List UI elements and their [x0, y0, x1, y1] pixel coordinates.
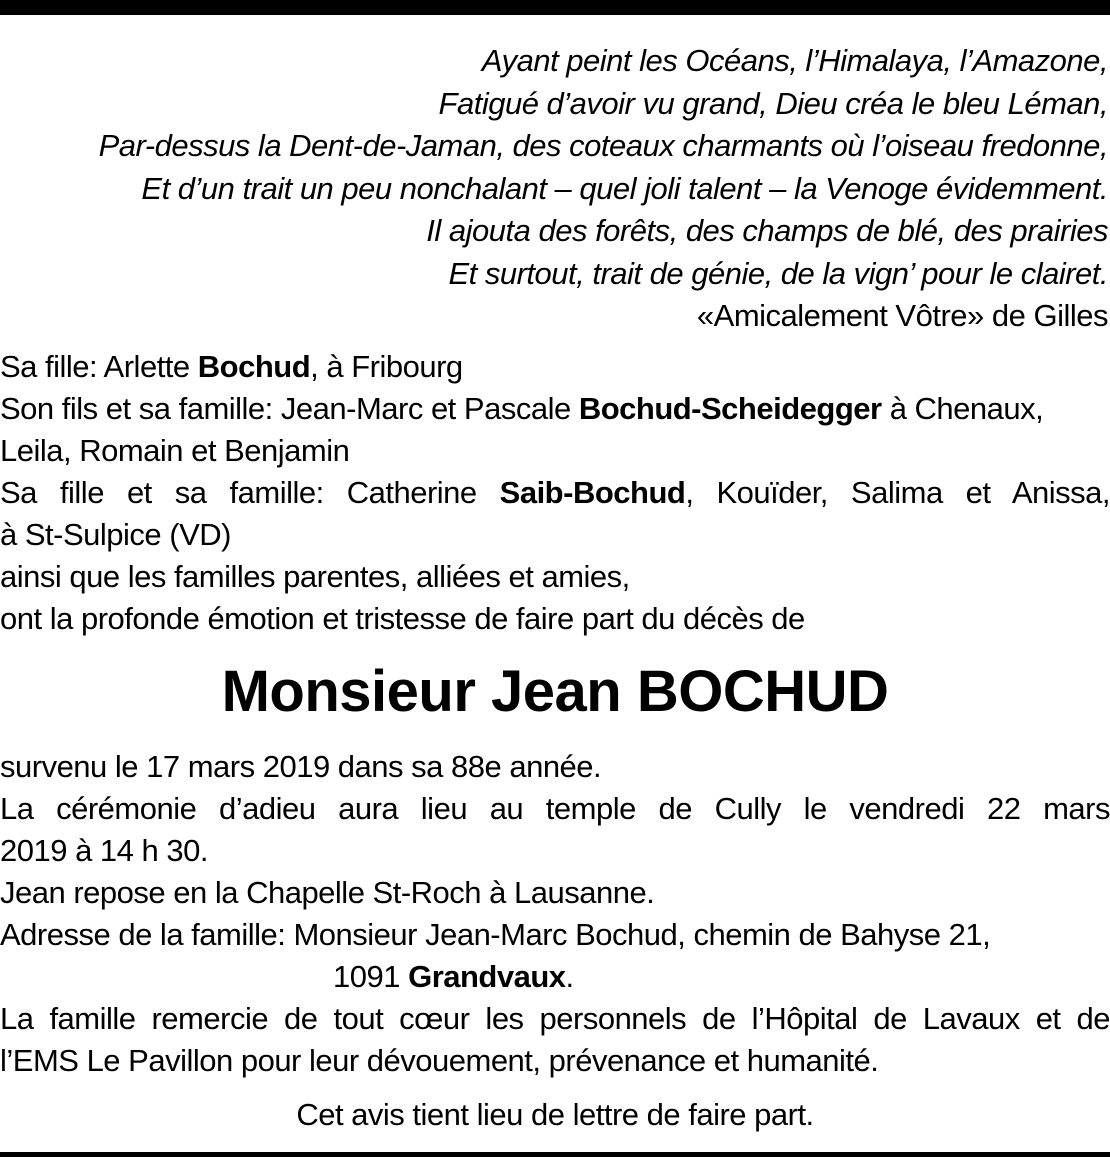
details-line: l’EMS Le Pavillon pour leur dévouement, prévenance et humanité.	[0, 1043, 879, 1078]
family-text: , à Fribourg	[310, 349, 463, 384]
family-text: Sa fille: Arlette	[0, 349, 198, 384]
poem-line: Et surtout, trait de génie, de la vign’ pour le clairet.	[448, 255, 1108, 291]
family-line: ont la profonde émotion et tristesse de faire part du décès de	[0, 601, 805, 636]
details-line: La famille remercie de tout cœur les personnels de l’Hôpital de Lavaux et de	[0, 1001, 1110, 1036]
poem-line: Fatigué d’avoir vu grand, Dieu créa le bleu Léman,	[438, 85, 1108, 121]
details-line	[0, 956, 1110, 998]
poem-line: Ayant peint les Océans, l’Himalaya, l’Amazone,	[481, 43, 1108, 78]
funeral-details	[0, 746, 1110, 1082]
details-line: La cérémonie d’adieu aura lieu au temple de Cully le vendredi 22 mars	[0, 791, 1110, 826]
details-text: 1091	[333, 959, 409, 994]
poem-signature: «Amicalement Vôtre» de Gilles	[696, 298, 1108, 333]
family-surname: Bochud	[197, 349, 311, 384]
family-line	[0, 388, 1110, 430]
poem	[2, 40, 1108, 338]
poem-line: Par-dessus la Dent-de-Jaman, des coteaux charmants où l’oiseau fredonne,	[98, 128, 1108, 163]
family-line: ainsi que les familles parentes, alliées et amies,	[0, 559, 630, 594]
details-line: 2019 à 14 h 30.	[0, 833, 208, 868]
family-line	[0, 472, 1110, 514]
family-line: Leila, Romain et Benjamin	[0, 433, 350, 468]
family-surname: Bochud-Scheidegger	[578, 391, 882, 426]
family-text: , Kouïder, Salima et Anissa,	[685, 475, 1110, 510]
footer-note: Cet avis tient lieu de lettre de faire part.	[296, 1097, 814, 1132]
details-line: survenu le 17 mars 2019 dans sa 88e année.	[0, 749, 602, 784]
family-text: Son fils et sa famille: Jean-Marc et Pascale	[0, 391, 579, 426]
family-announcement	[0, 346, 1110, 640]
details-text: .	[565, 959, 574, 994]
poem-line: Et d’un trait un peu nonchalant – quel joli talent – la Venoge évidemment.	[141, 170, 1108, 206]
details-locality: Grandvaux	[408, 959, 566, 994]
family-surname: Saib-Bochud	[499, 475, 686, 510]
family-line	[0, 346, 1110, 388]
family-line: à St-Sulpice (VD)	[0, 517, 231, 552]
family-text: à Chenaux,	[881, 391, 1044, 426]
bottom-rule	[0, 1152, 1110, 1157]
details-line: Adresse de la famille: Monsieur Jean-Marc Bochud, chemin de Bahyse 21,	[0, 917, 991, 952]
poem-line: Il ajouta des forêts, des champs de blé, des prairies	[426, 213, 1108, 248]
family-text: Sa fille et sa famille: Catherine	[0, 475, 500, 510]
top-rule	[0, 0, 1110, 15]
details-line: Jean repose en la Chapelle St-Roch à Lausanne.	[0, 875, 655, 910]
deceased-name: Monsieur Jean BOCHUD	[221, 659, 889, 724]
